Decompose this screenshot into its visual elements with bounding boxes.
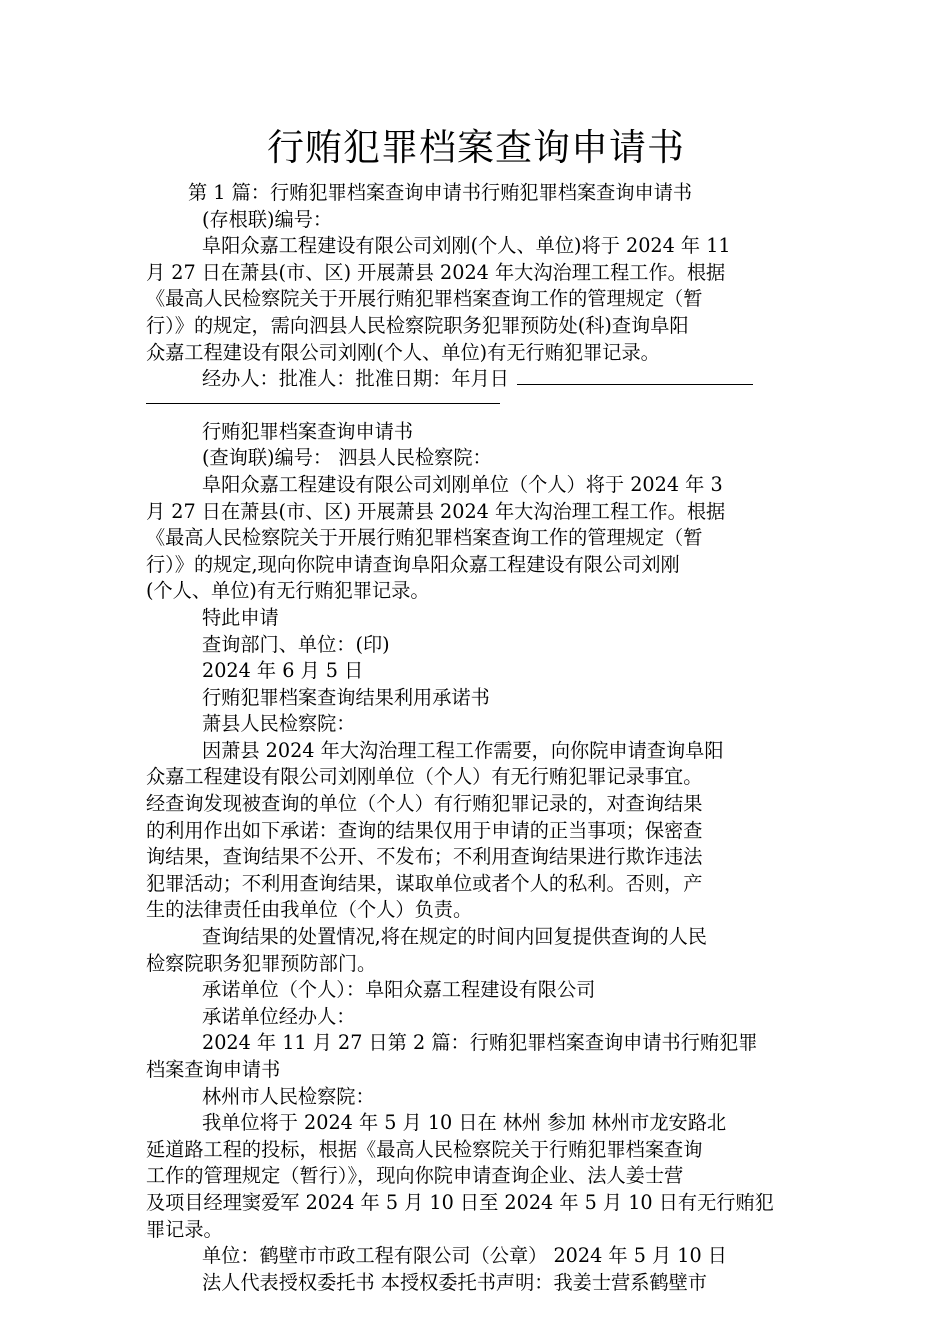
document-page [146, 120, 806, 1296]
paragraph-line: 延道路工程的投标，根据《最高人民检察院关于行贿犯罪档案查询 [146, 1137, 703, 1161]
addressee-linzhou: 林州市人民检察院： [202, 1084, 375, 1108]
section-heading-1: 第 1 篇：行贿犯罪档案查询申请书行贿犯罪档案查询申请书 [188, 181, 693, 204]
paragraph-line: 因萧县 2024 年大沟治理工程工作需要，向你院申请查询阜阳 [202, 738, 724, 762]
authorization-line: 法人代表授权委托书 本授权委托书声明：我姜士营系鹤壁市 [202, 1270, 707, 1294]
section-heading-2-cont: 档案查询申请书 [146, 1058, 281, 1081]
paragraph-line: 工作的管理规定（暂行）》，现向你院申请查询企业、法人姜士营 [146, 1164, 684, 1188]
paragraph-line: 查询结果的处置情况,将在规定的时间内回复提供查询的人民 [202, 925, 707, 949]
approval-text: 经办人：批准人：批准日期：年月日 [202, 367, 509, 391]
paragraph-line: 众嘉工程建设有限公司刘刚(个人、单位)有无行贿犯罪记录。 [146, 340, 660, 364]
commitment-title: 行贿犯罪档案查询结果利用承诺书 [202, 685, 490, 709]
paragraph-line: 月 27 日在萧县(市、区) 开展萧县 2024 年大沟治理工程工作。根据 [146, 260, 726, 284]
paragraph-line: 月 27 日在萧县(市、区) 开展萧县 2024 年大沟治理工程工作。根据 [146, 499, 726, 523]
paragraph-line: 生的法律责任由我单位（个人）负责。 [146, 898, 473, 922]
paragraph-line: 阜阳众嘉工程建设有限公司刘刚单位（个人）将于 2024 年 3 [202, 472, 723, 496]
paragraph-line: 行）》的规定,现向你院申请查询阜阳众嘉工程建设有限公司刘刚 [146, 552, 680, 576]
paragraph-line: 及项目经理窦爱军 2024 年 5 月 10 日至 2024 年 5 月 10 日有无行贿犯 [146, 1190, 774, 1214]
document-title: 行贿犯罪档案查询申请书 [267, 126, 685, 169]
approval-line [146, 366, 806, 393]
paragraph-line: 我单位将于 2024 年 5 月 10 日在 林州 参加 林州市龙安路北 [202, 1111, 727, 1135]
request-closing: 特此申请 [202, 605, 279, 629]
paragraph-line: 阜阳众嘉工程建设有限公司刘刚(个人、单位)将于 2024 年 11 [202, 234, 731, 258]
paragraph-line: 《最高人民检察院关于开展行贿犯罪档案查询工作的管理规定（暂 [146, 526, 703, 550]
paragraph-line: 经查询发现被查询的单位（个人）有行贿犯罪记录的，对查询结果 [146, 792, 703, 816]
paragraph-line: 众嘉工程建设有限公司刘刚单位（个人）有无行贿犯罪记录事宜。 [146, 765, 703, 789]
signature-blank [517, 366, 753, 385]
section-divider [146, 393, 806, 419]
commitment-handler: 承诺单位经办人： [202, 1004, 356, 1028]
query-date: 2024 年 6 月 5 日 [202, 659, 364, 683]
commitment-unit: 承诺单位（个人）：阜阳众嘉工程建设有限公司 [202, 978, 596, 1002]
unit-signature-line: 单位：鹤壁市市政工程有限公司（公章） 2024 年 5 月 10 日 [202, 1244, 727, 1268]
paragraph-line: 犯罪活动；不利用查询结果，谋取单位或者个人的私利。否则，产 [146, 871, 703, 895]
paragraph-line: 行）》的规定，需向泗县人民检察院职务犯罪预防处(科)查询阜阳 [146, 313, 689, 337]
paragraph-line: 《最高人民检察院关于开展行贿犯罪档案查询工作的管理规定（暂 [146, 287, 703, 311]
paragraph-line: 询结果，查询结果不公开、不发布；不利用查询结果进行欺诈违法 [146, 845, 703, 869]
section-heading-2: 2024 年 11 月 27 日第 2 篇：行贿犯罪档案查询申请书行贿犯罪 [202, 1031, 758, 1055]
stub-number-label: (存根联)编号： [202, 207, 333, 231]
paragraph-line: 罪记录。 [146, 1217, 223, 1241]
paragraph-line: (个人、单位)有无行贿犯罪记录。 [146, 579, 430, 603]
query-number-label: (查询联)编号： 泗县人民检察院： [202, 446, 492, 470]
query-form-title: 行贿犯罪档案查询申请书 [202, 419, 414, 443]
query-department: 查询部门、单位：(印) [202, 632, 390, 656]
paragraph-line: 检察院职务犯罪预防部门。 [146, 951, 377, 975]
commitment-addressee: 萧县人民检察院： [202, 712, 356, 736]
paragraph-line: 的利用作出如下承诺：查询的结果仅用于申请的正当事项；保密查 [146, 818, 703, 842]
